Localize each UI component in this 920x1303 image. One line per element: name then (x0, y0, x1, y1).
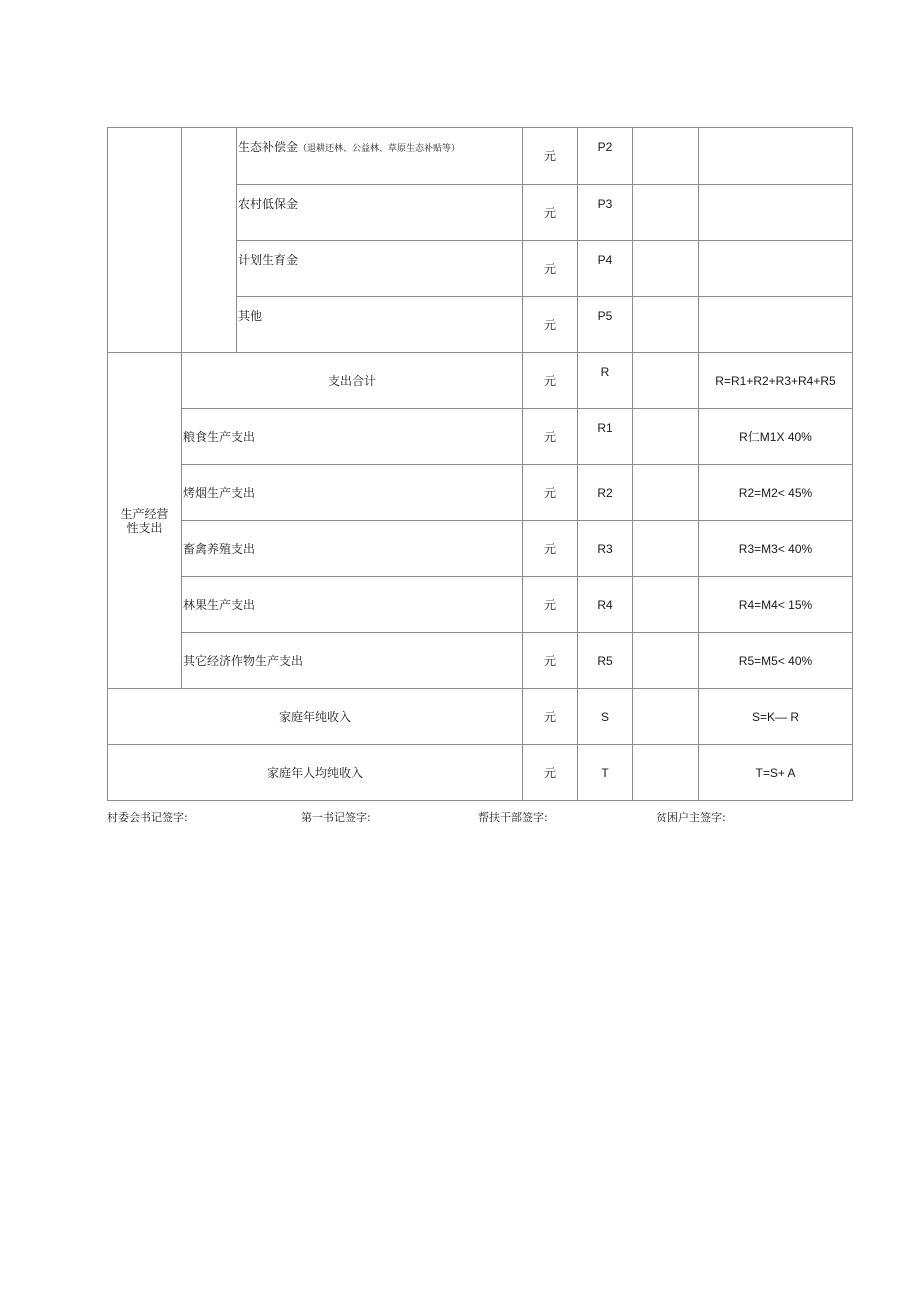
code-cell: P2 (578, 128, 633, 185)
value-cell (633, 241, 699, 297)
cadre-signature: 帮扶干部签字: (478, 811, 548, 824)
table-row (108, 353, 853, 409)
unit-cell: 元 (523, 409, 578, 465)
item-note: （退耕还林、公益林、草原生态补贴等） (298, 144, 461, 154)
expense-total-label: 支出合计 (182, 353, 523, 409)
item-cell: 烤烟生产支出 (182, 465, 523, 521)
unit-cell: 元 (523, 241, 578, 297)
code-cell: P4 (578, 241, 633, 297)
formula-cell: R4=M4< 15% (699, 577, 853, 633)
value-cell (633, 353, 699, 409)
item-cell: 畜禽养殖支出 (182, 521, 523, 577)
item-cell (237, 241, 523, 297)
item-label: 计划生育金 (238, 253, 299, 267)
item-cell (237, 297, 523, 353)
item-label: 生态补偿金 (238, 140, 299, 154)
item-label: 农村低保金 (238, 197, 299, 211)
unit-cell: 元 (523, 297, 578, 353)
income-expense-table (107, 127, 853, 801)
code-cell: R1 (578, 409, 633, 465)
code-cell: R2 (578, 465, 633, 521)
unit-cell: 元 (523, 465, 578, 521)
item-cell: 其它经济作物生产支出 (182, 633, 523, 689)
code-cell: R3 (578, 521, 633, 577)
table-row (108, 745, 853, 801)
table-row (108, 689, 853, 745)
formula-cell (699, 185, 853, 241)
code-cell: T (578, 745, 633, 801)
table-row (108, 409, 853, 465)
item-cell (237, 185, 523, 241)
value-cell (633, 689, 699, 745)
value-cell (633, 745, 699, 801)
unit-cell: 元 (523, 689, 578, 745)
value-cell (633, 465, 699, 521)
table-row (108, 521, 853, 577)
formula-cell: R3=M3< 40% (699, 521, 853, 577)
code-cell: P5 (578, 297, 633, 353)
unit-cell: 元 (523, 745, 578, 801)
formula-cell: T=S+ A (699, 745, 853, 801)
code-cell: P3 (578, 185, 633, 241)
subcategory-cell-empty (182, 128, 237, 353)
item-cell (237, 128, 523, 185)
table-row (108, 577, 853, 633)
item-label: 其他 (238, 309, 263, 323)
table-row (108, 633, 853, 689)
table-row (108, 465, 853, 521)
formula-cell: R2=M2< 45% (699, 465, 853, 521)
unit-cell: 元 (523, 353, 578, 409)
signature-row (107, 809, 852, 825)
value-cell (633, 409, 699, 465)
value-cell (633, 633, 699, 689)
formula-cell: S=K— R (699, 689, 853, 745)
formula-cell (699, 297, 853, 353)
formula-cell: R仁M1X 40% (699, 409, 853, 465)
table-row (108, 128, 853, 185)
formula-cell (699, 241, 853, 297)
unit-cell: 元 (523, 633, 578, 689)
value-cell (633, 185, 699, 241)
value-cell (633, 297, 699, 353)
formula-cell: R=R1+R2+R3+R4+R5 (699, 353, 853, 409)
formula-cell: R5=M5< 40% (699, 633, 853, 689)
code-cell: R (578, 353, 633, 409)
code-cell: S (578, 689, 633, 745)
category-line-2: 性支出 (126, 520, 163, 535)
net-income-label: 家庭年纯收入 (108, 689, 523, 745)
household-head-signature: 贫困户主签字: (656, 811, 726, 824)
first-secretary-signature: 第一书记签字: (301, 811, 371, 824)
category-cell-empty (108, 128, 182, 353)
formula-cell (699, 128, 853, 185)
value-cell (633, 128, 699, 185)
expense-category-cell (108, 353, 182, 689)
village-secretary-signature: 村委会书记签字: (107, 811, 188, 824)
unit-cell: 元 (523, 185, 578, 241)
item-cell: 林果生产支出 (182, 577, 523, 633)
item-cell: 粮食生产支出 (182, 409, 523, 465)
value-cell (633, 521, 699, 577)
category-line-1: 生产经营 (120, 506, 169, 521)
code-cell: R4 (578, 577, 633, 633)
per-capita-label: 家庭年人均纯收入 (108, 745, 523, 801)
code-cell: R5 (578, 633, 633, 689)
unit-cell: 元 (523, 521, 578, 577)
value-cell (633, 577, 699, 633)
unit-cell: 元 (523, 577, 578, 633)
unit-cell: 元 (523, 128, 578, 185)
